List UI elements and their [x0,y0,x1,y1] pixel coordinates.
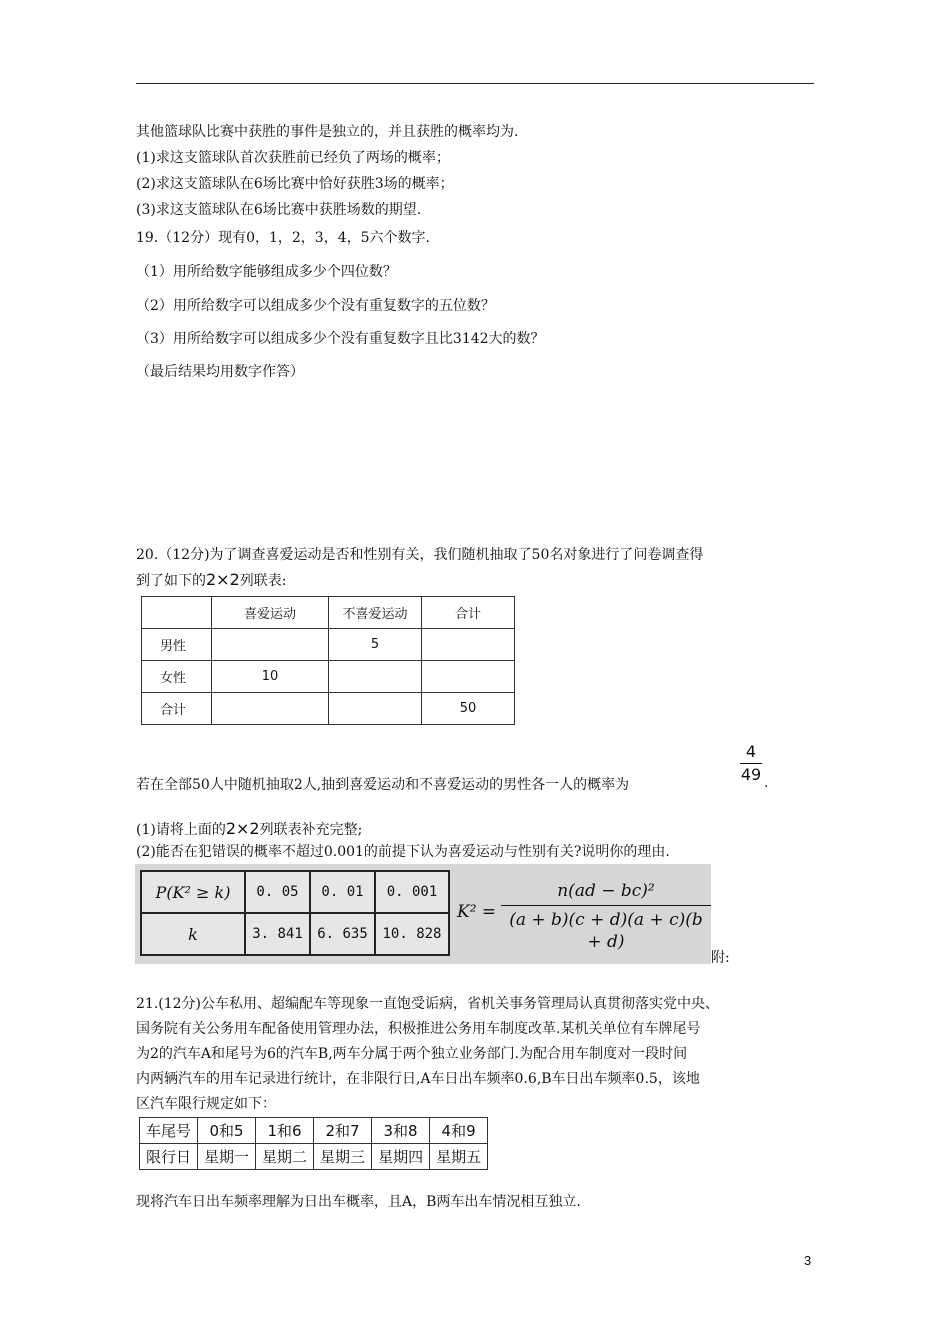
table-cell: 5 [329,629,422,661]
row-label: k [141,913,245,955]
row-label: 合计 [142,693,212,725]
question-19-note: （最后结果均用数字作答） [136,364,304,380]
table-row [142,693,515,725]
question-18-part-2: (2)求这支篮球队在6场比赛中恰好获胜3场的概率； [136,176,454,192]
critical-value-figure [135,864,711,964]
question-20-probability: 若在全部50人中随机抽取2人,抽到喜爱运动和不喜爱运动的男性各一人的概率为 [136,777,630,793]
table-cell [142,597,212,629]
table-cell: 0和5 [198,1118,256,1144]
table-cell: 10. 828 [375,913,449,955]
table-header: 合计 [422,597,515,629]
table-cell: 3和8 [372,1118,430,1144]
table-cell [329,693,422,725]
math-2x2: 2×2 [225,819,260,838]
table-row [142,661,515,693]
formula-fraction [501,880,711,953]
fraction-bar [501,905,711,906]
formula-numerator: n(ad − bc)² [557,881,655,901]
text-line: 其他篮球队比赛中获胜的事件是独立的，并且获胜的概率均为. [136,124,519,140]
table-cell: 50 [422,693,515,725]
question-20-part-1 [136,819,362,840]
question-18-part-3: (3)求这支篮球队在6场比赛中获胜场数的期望. [136,202,422,218]
question-20-part-2: (2)能否在犯错误的概率不超过0.001的前提下认为喜爱运动与性别有关?说明你的理由. [136,844,670,860]
text: 列联表: [239,573,287,589]
question-21-line-1: 21.(12分)公车私用、超编配车等现象一直饱受诟病，省机关事务管理局认真贯彻落实党中央、 [136,996,720,1012]
table-row [141,913,449,955]
table-header: 喜爱运动 [212,597,329,629]
table-cell: 3. 841 [245,913,310,955]
question-19-title: 19.（12分）现有0，1，2，3，4，5六个数字. [136,230,430,246]
text: (1)请将上面的 [136,822,226,838]
text: 列联表补充完整; [259,822,363,838]
question-20-line-2 [136,570,286,591]
plate-restriction-table [139,1117,488,1170]
fraction-denominator: 49 [740,765,762,784]
period: . [764,775,769,791]
fraction-numerator: 4 [745,742,757,761]
table-row [140,1118,488,1144]
table-row [140,1144,488,1170]
table-header: 不喜爱运动 [329,597,422,629]
row-label: P(K² ≥ k) [141,871,245,913]
table-cell: 10 [212,661,329,693]
row-label: 男性 [142,629,212,661]
table-cell: 星期二 [256,1144,314,1170]
question-19-part-1: （1）用所给数字能够组成多少个四位数？ [136,264,397,280]
table-cell [212,693,329,725]
math-2x2: 2×2 [206,570,240,589]
table-cell: 星期四 [372,1144,430,1170]
critical-value-table [140,870,450,956]
table-row [142,629,515,661]
question-20-title: 20.（12分)为了调查喜爱运动是否和性别有关，我们随机抽取了50名对象进行了问卷调查得 [136,547,704,563]
question-21-line-6: 现将汽车日出车频率理解为日出车概率，且A，B两车出车情况相互独立. [136,1194,581,1210]
row-label: 限行日 [140,1144,198,1170]
appendix-label: 附: [711,950,730,966]
contingency-table [141,596,515,725]
table-cell: 0. 01 [310,871,375,913]
table-cell: 0. 001 [375,871,449,913]
question-21-line-4: 内两辆汽车的用车记录进行统计，在非限行日,A车日出车频率0.6,B车日出车频率0.5，该地 [136,1071,700,1087]
row-label: 女性 [142,661,212,693]
page-number: 3 [804,1253,812,1268]
question-21-line-3: 为2的汽车A和尾号为6的汽车B,两车分属于两个独立业务部门.为配合用车制度对一段时间 [136,1046,688,1062]
header-rule [136,83,814,84]
table-cell [329,661,422,693]
table-cell [212,629,329,661]
table-row [141,871,449,913]
question-21-line-2: 国务院有关公务用车配备使用管理办法，积极推进公务用车制度改革.某机关单位有车牌尾号 [136,1021,701,1037]
fraction-bar [740,763,762,764]
table-cell: 6. 635 [310,913,375,955]
table-cell [422,661,515,693]
table-cell [422,629,515,661]
question-18-part-1: (1)求这支篮球队首次获胜前已经负了两场的概率； [136,150,450,166]
table-cell: 1和6 [256,1118,314,1144]
fraction-4-49 [740,743,762,784]
question-19-part-2: （2）用所给数字可以组成多少个没有重复数字的五位数？ [136,298,495,314]
question-19-part-3: （3）用所给数字可以组成多少个没有重复数字且比3142大的数？ [136,331,545,347]
table-row [142,597,515,629]
formula-denominator: (a + b)(c + d)(a + c)(b + d) [509,910,703,952]
table-cell: 星期五 [430,1144,488,1170]
formula-lhs: K² = [457,902,497,922]
question-21-line-5: 区汽车限行规定如下： [136,1096,276,1112]
row-label: 车尾号 [140,1118,198,1144]
table-cell: 星期一 [198,1144,256,1170]
table-cell: 2和7 [314,1118,372,1144]
table-cell: 0. 05 [245,871,310,913]
table-cell: 4和9 [430,1118,488,1144]
text: 到了如下的 [136,573,206,589]
table-cell: 星期三 [314,1144,372,1170]
